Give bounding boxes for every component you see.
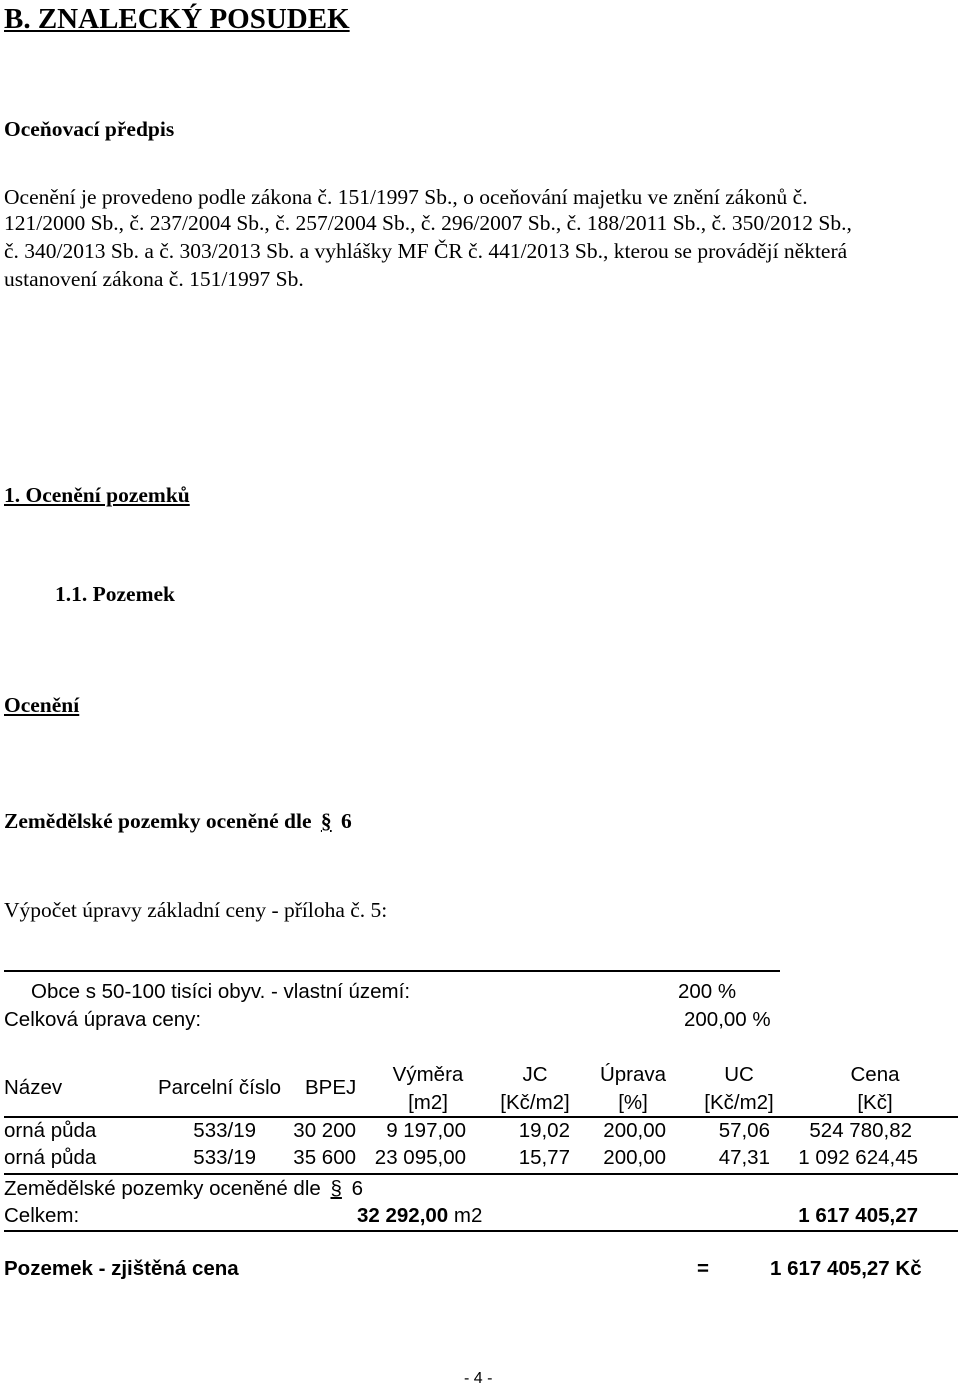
- row1-vymera: 9 197,00: [386, 1119, 466, 1142]
- adjustment-top-rule: [4, 970, 780, 972]
- result-label: Pozemek - zjištěná cena: [4, 1257, 239, 1280]
- summary-label: [4, 1177, 363, 1201]
- row2-uc: 47,31: [718, 1146, 770, 1169]
- row2-parcelni: 533/19: [193, 1146, 256, 1169]
- header-vymera-unit: [m2]: [408, 1091, 448, 1114]
- adjustment-row1-label: Obce s 50-100 tisíci obyv. - vlastní území:: [31, 980, 411, 1003]
- header-uprava: Úprava: [599, 1063, 667, 1086]
- heading-pozemek: 1.1. Pozemek: [55, 582, 176, 606]
- heading-oceneni: Ocenění: [4, 693, 80, 717]
- header-uc: UC: [724, 1063, 754, 1086]
- row1-jc: 19,02: [518, 1119, 570, 1142]
- header-nazev: Název: [4, 1076, 63, 1099]
- total-label: Celkem:: [4, 1204, 80, 1227]
- header-jc: JC: [522, 1063, 548, 1086]
- result-value: 1 617 405,27 Kč: [770, 1257, 922, 1280]
- header-bpej: BPEJ: [305, 1076, 357, 1099]
- heading-zemedelske-text: Zemědělské pozemky oceněné dle: [4, 809, 312, 833]
- row1-uc: 57,06: [718, 1119, 770, 1142]
- adjustment-row2-value: 200,00 %: [684, 1008, 771, 1031]
- row2-cena: 1 092 624,45: [798, 1146, 918, 1169]
- section-heading: Oceňovací předpis: [4, 117, 175, 141]
- row2-jc: 15,77: [518, 1146, 570, 1169]
- table-header-rule: [4, 1116, 958, 1118]
- paragraph-line-3: č. 340/2013 Sb. a č. 303/2013 Sb. a vyhlášky MF ČR č. 441/2013 Sb., kterou se provádějí některá: [4, 239, 848, 263]
- row2-bpej: 35 600: [293, 1146, 356, 1169]
- row2-uprava: 200,00: [603, 1146, 666, 1169]
- summary-number: 6: [351, 1177, 364, 1200]
- header-cena-unit: [Kč]: [857, 1091, 893, 1114]
- total-area-unit: m2: [453, 1204, 483, 1227]
- adjustment-row1-value: 200 %: [678, 980, 737, 1003]
- row1-uprava: 200,00: [603, 1119, 666, 1142]
- row1-cena: 524 780,82: [809, 1119, 912, 1142]
- header-jc-unit: [Kč/m2]: [500, 1091, 570, 1114]
- header-uc-unit: [Kč/m2]: [704, 1091, 774, 1114]
- summary-label-text: Zemědělské pozemky oceněné dle: [4, 1177, 321, 1200]
- row1-nazev: orná půda: [4, 1119, 97, 1142]
- table-bottom-rule: [4, 1230, 958, 1232]
- total-area: [357, 1204, 482, 1228]
- paragraph-line-4: ustanovení zákona č. 151/1997 Sb.: [4, 267, 304, 291]
- header-vymera: Výměra: [392, 1063, 464, 1086]
- header-uprava-unit: [%]: [618, 1091, 648, 1114]
- row1-bpej: 30 200: [293, 1119, 356, 1142]
- header-parcelni-cislo: Parcelní číslo: [158, 1076, 282, 1099]
- row2-vymera: 23 095,00: [374, 1146, 466, 1169]
- row2-nazev: orná půda: [4, 1146, 97, 1169]
- row1-parcelni: 533/19: [193, 1119, 256, 1142]
- header-cena: Cena: [850, 1063, 900, 1086]
- table-rows-rule: [4, 1173, 958, 1175]
- vypocet-text: Výpočet úpravy základní ceny - příloha č. 5:: [4, 898, 388, 922]
- paragraph-line-1: Ocenění je provedeno podle zákona č. 151/1997 Sb., o oceňování majetku ve znění zákonů č.: [4, 185, 808, 209]
- heading-zemedelske-pozemky: [4, 809, 352, 834]
- page-title: B. ZNALECKÝ POSUDEK: [4, 3, 350, 35]
- total-price: 1 617 405,27: [798, 1204, 918, 1227]
- adjustment-row2-label: Celková úprava ceny:: [4, 1008, 202, 1031]
- heading-oceneni-pozemku: 1. Ocenění pozemků: [4, 483, 190, 507]
- paragraph-line-2: 121/2000 Sb., č. 237/2004 Sb., č. 257/2004 Sb., č. 296/2007 Sb., č. 188/2011 Sb., č. 350/2012 Sb.,: [4, 211, 852, 235]
- page-number: - 4 -: [464, 1370, 493, 1387]
- result-equals: =: [697, 1257, 709, 1280]
- paragraph-symbol: §: [320, 809, 332, 833]
- summary-symbol: §: [330, 1177, 342, 1200]
- total-area-value: 32 292,00: [357, 1204, 449, 1227]
- paragraph-number: 6: [341, 809, 352, 833]
